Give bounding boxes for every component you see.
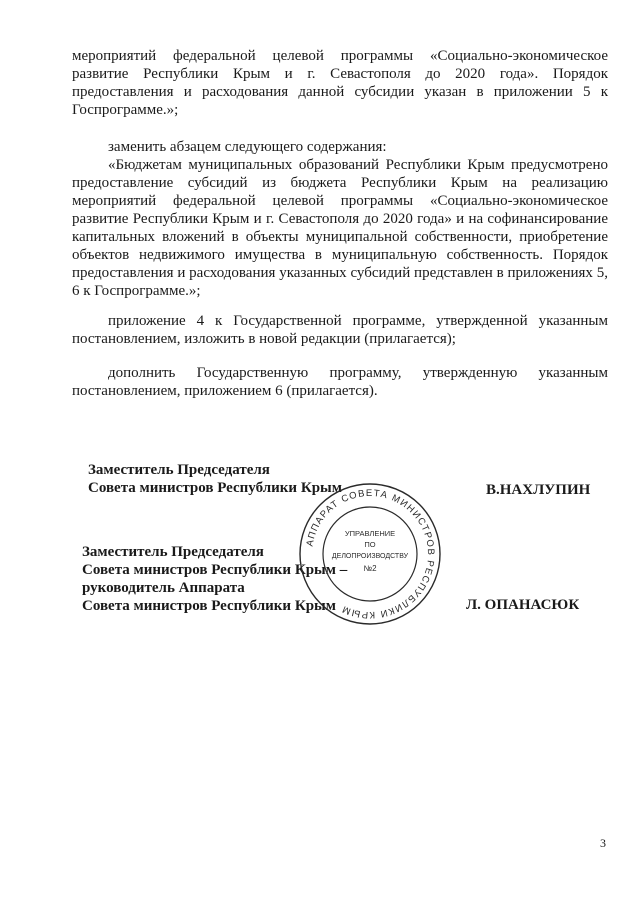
body-paragraph-5: дополнить Государственную программу, утвержденную указанным постановлением, приложением 6 (прилагается). — [72, 365, 608, 399]
body-paragraph-3: «Бюджетам муниципальных образований Республики Крым предусмотрено предоставление субсидий из бюджета Республики Крым на реализацию мероприятий федеральной целевой программы «Социально-экономическое развитие Республики Крым и г. Севастополя до 2020 года» и на софинансирование капитальных вложений в объекты муниципальной собственности, приобретение объектов недвижимого имущества в муниципальную собственность. Порядок предоставления и расходования указанных субсидий представлен в приложениях 5, 6 к Госпрограмме.»; — [72, 157, 608, 299]
signature-2-name: Л. ОПАНАСЮК — [466, 597, 580, 613]
official-stamp — [295, 479, 445, 629]
stamp-line-1: УПРАВЛЕНИЕ — [344, 529, 396, 538]
signature-2-title-line-4: Совета министров Республики Крым — [82, 598, 336, 614]
signature-1-name: В.НАХЛУПИН — [486, 482, 591, 498]
body-paragraph-2: заменить абзацем следующего содержания: — [108, 139, 387, 155]
signature-1-title-line-2: Совета министров Республики Крым — [88, 480, 342, 496]
stamp-ring-text: АППАРАТ СОВЕТА МИНИСТРОВ РЕСПУБЛИКИ КРЫМ — [304, 487, 437, 621]
signature-2-title-line-2: Совета министров Республики Крым – — [82, 562, 348, 578]
page-number: 3 — [600, 836, 606, 850]
stamp-line-2: ПО — [364, 540, 376, 549]
stamp-line-3: ДЕЛОПРОИЗВОДСТВУ — [331, 553, 409, 560]
signature-2-title-line-3: руководитель Аппарата — [82, 580, 245, 596]
stamp-line-4: №2 — [363, 564, 377, 573]
signature-2-title-line-1: Заместитель Председателя — [82, 544, 264, 560]
signature-1-title-line-1: Заместитель Председателя — [88, 462, 270, 478]
body-paragraph-1: мероприятий федеральной целевой программы «Социально-экономическое развитие Республики Крым и г. Севастополя до 2020 года». Порядок предоставления и расходования данной субсидии указан в приложении 5 к Госпрограмме.»; — [72, 48, 608, 118]
body-paragraph-4: приложение 4 к Государственной программе, утвержденной указанным постановлением, изложить в новой редакции (прилагается); — [72, 313, 608, 347]
